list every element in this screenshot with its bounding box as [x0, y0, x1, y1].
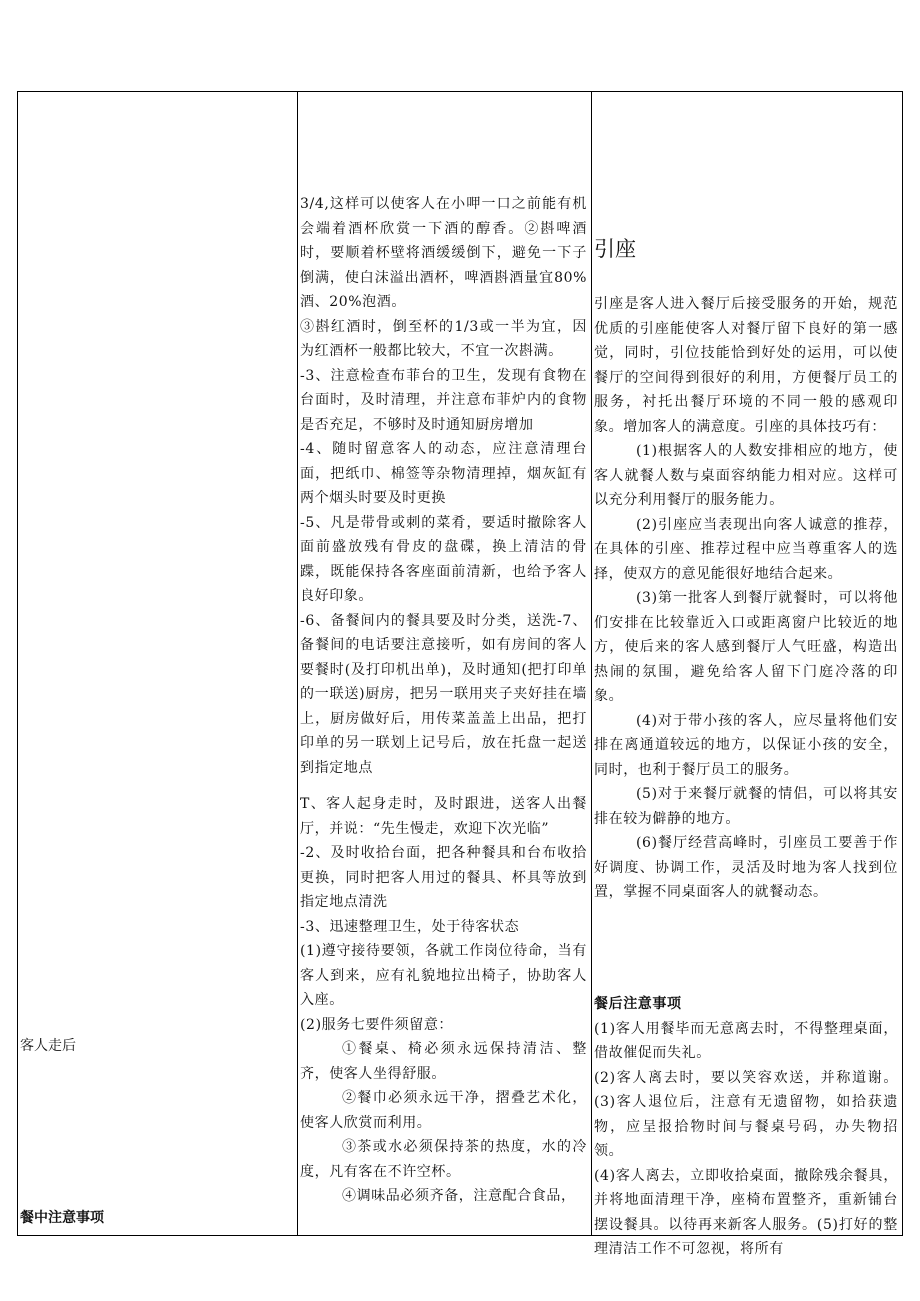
- seating-block: [594, 292, 898, 905]
- tip-item: (3)第一批客人到餐厅就餐时，可以将他们安排在比较靠近入口或距离窗户比较近的地方，使后来的客人感到餐厅人气旺盛，构造出热闹的氛围，避免给客人留下门庭冷落的印象。: [594, 590, 898, 704]
- paragraph: (1)客人用餐毕而无意离去时，不得整理桌面，借故催促而失礼。: [594, 1020, 898, 1061]
- tip-item: (1)根据客人的人数安排相应的地方，使客人就餐人数与桌面容纳能力相对应。这样可以充分利用餐厅的服务能力。: [594, 443, 898, 508]
- column-labels: [18, 92, 298, 1235]
- paragraph: -5、凡是带骨或刺的菜肴，要适时撤除客人面前盛放残有骨皮的盘碟，换上清洁的骨蹀，既能保持各客座面前清新，也给予客人良好印象。: [300, 514, 587, 604]
- procedure-block-b: [300, 792, 587, 1209]
- paragraph: -6、备餐间内的餐具要及时分类，送洗-7、备餐间的电话要注意接听，如有房间的客人要餐时(及打印机出单)，及时通知(把打印单的一联送)厨房，把另一联用夹子夹好挂在墙上，厨房做好后，用传菜盖盖上出品，把打印单的另一联划上记号后，放在托盘一起送到指定地点: [300, 612, 587, 776]
- column-guidance: [592, 92, 902, 1257]
- paragraph: -4、随时留意客人的动态，应注意清理台面，把纸巾、棉签等杂物清理掉，烟灰缸有两个烟头时要及时更换: [300, 441, 587, 506]
- tip-item: (4)对于带小孩的客人，应尽量将他们安排在离通道较远的地方，以保证小孩的安全，同时，也利于餐厅员工的服务。: [594, 712, 898, 778]
- guest-leave-label: 客人走后: [20, 1038, 76, 1054]
- tip-item: (5)对于来餐厅就餐的情侣，可以将其安排在较为僻静的地方。: [594, 786, 898, 827]
- after-meal-block: [594, 992, 898, 1262]
- list-item: ④调味品必须齐备，注意配合食品，: [342, 1188, 576, 1204]
- paragraph: (4)客人离去，立即收拾桌面，撤除残余餐具，并将地面清理干净，座椅布置整齐，重新铺台摆设餐具。以待再来新客人服务。(5)打好的整理清洁工作不可忽视，将所有: [594, 1167, 898, 1257]
- list-item: ②餐巾必须永远干净，摺叠艺术化，使客人欣赏而利用。: [300, 1090, 587, 1131]
- paragraph: 3/4,这样可以使客人在小呷一口之前能有机会端着酒杯欣赏一下酒的醇香。②斟啤酒时，要顺着杯壁将酒缓缓倒下，避免一下子倒满，使白沫溢出酒杯，啤酒斟酒量宜80%酒、20%泡酒。: [300, 196, 587, 310]
- during-meal-title: 餐中注意事项: [20, 1210, 104, 1226]
- procedure-block-a: [300, 192, 587, 780]
- paragraph: -2、及时收拾台面，把各种餐具和台布收拾更换，同时把客人用过的餐具、杯具等放到指定地点清洗: [300, 845, 587, 910]
- seating-title: 引座: [594, 237, 636, 261]
- paragraph: (1)遵守接待要领，各就工作岗位待命，当有客人到来，应有礼貌地拉出椅子，协助客人入座。: [300, 943, 587, 1008]
- paragraph: 引座是客人进入餐厅后接受服务的开始，规范优质的引座能使客人对餐厅留下良好的第一感觉，同时，引位技能恰到好处的运用，可以使餐厅的空间得到很好的利用，方便餐厅员工的服务，衬托出餐厅环境的不同一般的感观印象。增加客人的满意度。引座的具体技巧有：: [594, 296, 898, 435]
- content-table: [17, 91, 903, 1257]
- paragraph: (2)服务七要件须留意：: [300, 1016, 454, 1033]
- column-procedures: [298, 92, 592, 1235]
- list-item: ③茶或水必须保持茶的热度，水的冷度，凡有客在不许空杯。: [300, 1139, 587, 1180]
- paragraph: -3、注意检查布菲台的卫生，发现有食物在台面时，及时清理，并注意布菲炉内的食物是否充足，不够时及时通知厨房增加: [300, 367, 587, 433]
- paragraph: T、客人起身走时，及时跟进，送客人出餐厅，并说：“先生慢走，欢迎下次光临”: [300, 796, 587, 837]
- paragraph: (2)客人离去时，要以笑容欢送，并称道谢。(3)客人退位后，注意有无遗留物，如拾获遗物，应呈报拾物时间与餐桌号码，办失物招领。: [594, 1069, 898, 1159]
- paragraph: -3、迅速整理卫生，处于待客状态: [300, 918, 520, 935]
- after-meal-title: 餐后注意事项: [594, 996, 682, 1012]
- list-item: ①餐桌、椅必须永远保持清洁、整齐，使客人坐得舒服。: [300, 1041, 587, 1082]
- tip-item: (6)餐厅经营高峰时，引座员工要善于作好调度、协调工作，灵活及时地为客人找到位置，掌握不同桌面客人的就餐动态。: [594, 835, 898, 900]
- paragraph: ③斟红酒时，倒至杯的1/3或一半为宜，因为红酒杯一般都比较大，不宜一次斟满。: [300, 318, 587, 359]
- tip-item: (2)引座应当表现出向客人诚意的推荐，在具体的引座、推荐过程中应当尊重客人的选择，使双方的意见能很好地结合起来。: [594, 516, 898, 582]
